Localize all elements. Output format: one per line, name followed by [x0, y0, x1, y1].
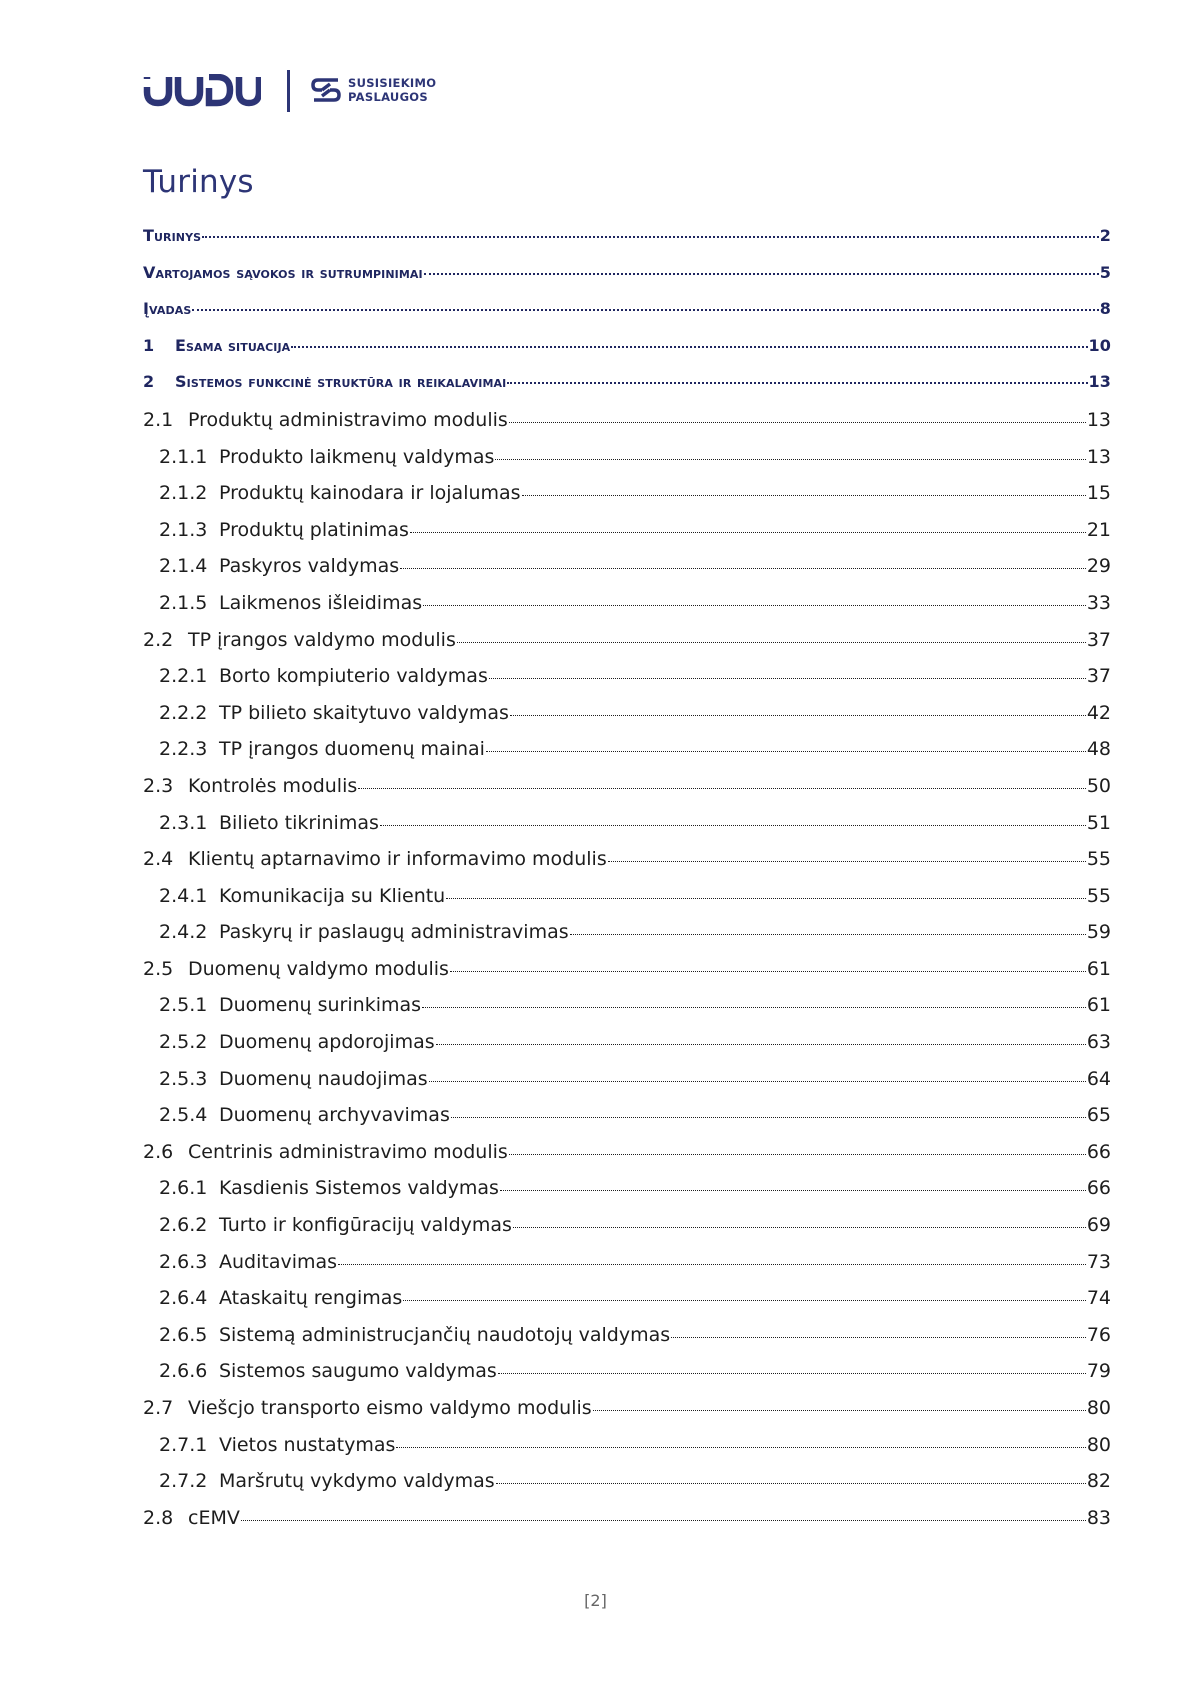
toc-entry-number: 2.4 [143, 848, 174, 871]
toc-dot-leader [500, 1190, 1086, 1191]
partner-logo-line1: SUSISIEKIMO [348, 76, 437, 90]
toc-entry-page: 48 [1086, 738, 1111, 761]
toc-dot-leader [241, 1520, 1086, 1521]
toc-entry-number: 2.2.2 [159, 701, 208, 724]
toc-entry[interactable] [143, 1141, 1111, 1178]
toc-entry[interactable] [143, 1324, 1111, 1361]
page-number: [2] [584, 1591, 607, 1610]
toc-entry-number: 2.1.2 [159, 482, 208, 505]
toc-entry[interactable] [143, 958, 1111, 995]
toc-entry-page: 63 [1086, 1031, 1111, 1054]
toc-entry-title: Borto kompiuterio valdymas [219, 665, 488, 688]
toc-entry-page: 13 [1088, 372, 1111, 392]
toc-entry-page: 10 [1088, 335, 1111, 355]
page-title: Turinys [143, 164, 254, 200]
toc-entry-page: 82 [1086, 1470, 1111, 1493]
ss-emblem-icon [310, 76, 342, 104]
toc-entry[interactable] [143, 555, 1111, 592]
toc-entry-title: Sistemą administrucjančių naudotojų valdymas [219, 1323, 671, 1346]
toc-dot-leader [507, 382, 1087, 384]
toc-entry-title: Klientų aptarnavimo ir informavimo modulis [188, 848, 607, 871]
toc-entry-number: 2.1.3 [159, 518, 208, 541]
toc-entry-page: 51 [1086, 811, 1111, 834]
toc-dot-leader [450, 971, 1086, 972]
toc-dot-leader [451, 1117, 1086, 1118]
toc-dot-leader [192, 309, 1098, 311]
toc-entry-number: 2.5.2 [159, 1031, 208, 1054]
toc-entry-title: TP įrangos valdymo modulis [188, 628, 456, 651]
toc-dot-leader [436, 1044, 1086, 1045]
toc-entry-title: Duomenų naudojimas [219, 1067, 428, 1090]
toc-entry-title: TP įrangos duomenų mainai [219, 738, 485, 761]
toc-dot-leader [498, 1373, 1086, 1374]
toc-entry-number: 2.4.2 [159, 921, 208, 944]
toc-dot-leader [446, 898, 1086, 899]
toc-dot-leader [671, 1337, 1086, 1338]
toc-entry-page: 64 [1086, 1067, 1111, 1090]
toc-entry-title: Paskyros valdymas [219, 555, 400, 578]
toc-entry-page: 55 [1086, 884, 1111, 907]
toc-entry-title: Komunikacija su Klientu [219, 884, 446, 907]
toc-dot-leader [403, 1300, 1086, 1301]
toc-dot-leader [570, 934, 1086, 935]
toc-entry-title: Laikmenos išleidimas [219, 591, 423, 614]
toc-entry[interactable] [143, 665, 1111, 702]
toc-entry-title: Turto ir konfigūracijų valdymas [219, 1214, 512, 1237]
toc-entry-title: Sistemos funkcinė struktūra ir reikalavimai [175, 372, 507, 392]
toc-entry-number: 2.2.1 [159, 665, 208, 688]
toc-entry-title: Duomenų apdorojimas [219, 1031, 435, 1054]
toc-entry[interactable] [143, 372, 1111, 409]
toc-entry[interactable] [143, 921, 1111, 958]
toc-dot-leader [423, 605, 1086, 606]
toc-entry-number: 1 [143, 335, 155, 355]
toc-dot-leader [338, 1264, 1086, 1265]
toc-entry-title: Paskyrų ir paslaugų administravimas [219, 921, 569, 944]
toc-entry-number: 2.3.1 [159, 811, 208, 834]
toc-entry-page: 65 [1086, 1104, 1111, 1127]
toc-entry-page: 37 [1086, 665, 1111, 688]
toc-entry-title: Produktų kainodara ir lojalumas [219, 482, 521, 505]
toc-dot-leader [424, 273, 1099, 275]
toc-dot-leader [496, 1483, 1086, 1484]
toc-entry-number: 2.5.4 [159, 1104, 208, 1127]
toc-entry-page: 73 [1086, 1250, 1111, 1273]
toc-entry-title: cEMV [188, 1506, 240, 1529]
toc-entry-page: 8 [1099, 299, 1111, 319]
toc-entry[interactable] [143, 336, 1111, 373]
toc-entry[interactable] [143, 1360, 1111, 1397]
toc-entry-page: 69 [1086, 1214, 1111, 1237]
toc-entry-page: 76 [1086, 1323, 1111, 1346]
toc-entry-title: Ataskaitų rengimas [219, 1287, 403, 1310]
toc-entry[interactable] [143, 1287, 1111, 1324]
toc-entry-page: 29 [1086, 555, 1111, 578]
toc-dot-leader [495, 459, 1085, 460]
toc-dot-leader [608, 861, 1086, 862]
toc-entry[interactable] [143, 519, 1111, 556]
toc-dot-leader [593, 1410, 1086, 1411]
table-of-contents [143, 226, 1111, 1543]
toc-entry[interactable] [143, 812, 1111, 849]
toc-entry[interactable] [143, 299, 1111, 336]
toc-entry[interactable] [143, 409, 1111, 446]
toc-entry-number: 2.7 [143, 1397, 174, 1419]
toc-entry[interactable] [143, 1251, 1111, 1288]
toc-dot-leader [410, 532, 1086, 533]
toc-entry-title: Duomenų archyvavimas [219, 1104, 450, 1127]
toc-entry-number: 2.4.1 [159, 884, 208, 907]
toc-entry-number: 2.7.2 [159, 1470, 208, 1493]
toc-entry[interactable] [143, 226, 1111, 263]
toc-entry[interactable] [143, 592, 1111, 629]
toc-entry-number: 2.6.3 [159, 1250, 208, 1273]
toc-dot-leader [422, 1007, 1086, 1008]
toc-entry[interactable] [143, 994, 1111, 1031]
toc-entry[interactable] [143, 1214, 1111, 1251]
toc-entry-number: 2.6 [143, 1140, 174, 1163]
toc-entry-title: Esama situacija [175, 335, 291, 355]
toc-dot-leader [380, 825, 1086, 826]
toc-entry-title: Vietos nustatymas [219, 1433, 396, 1456]
toc-entry-number: 2.1.4 [159, 555, 208, 578]
toc-entry-page: 37 [1086, 628, 1111, 651]
toc-entry-number: 2.1 [143, 408, 174, 431]
toc-entry-page: 80 [1086, 1397, 1111, 1419]
toc-entry-number: 2 [143, 372, 155, 392]
toc-entry[interactable] [143, 1177, 1111, 1214]
toc-entry-page: 55 [1086, 848, 1111, 871]
toc-entry-number: 2.6.5 [159, 1323, 208, 1346]
toc-entry-page: 13 [1086, 408, 1111, 431]
toc-entry-title: Kasdienis Sistemos valdymas [219, 1177, 499, 1200]
toc-dot-leader [486, 751, 1086, 752]
toc-entry-page: 61 [1086, 957, 1111, 980]
toc-entry[interactable] [143, 446, 1111, 483]
toc-entry-title: Auditavimas [219, 1250, 338, 1273]
toc-entry-number: 2.1.1 [159, 445, 208, 468]
toc-entry-page: 80 [1086, 1433, 1111, 1456]
toc-entry[interactable] [143, 1104, 1111, 1141]
toc-entry-page: 66 [1086, 1140, 1111, 1163]
toc-dot-leader [291, 346, 1087, 348]
toc-entry[interactable] [143, 1031, 1111, 1068]
page-header [143, 66, 543, 116]
toc-entry-title: Centrinis administravimo modulis [188, 1140, 508, 1163]
toc-entry-page: 79 [1086, 1360, 1111, 1383]
toc-entry-title: Vartojamos sąvokos ir sutrumpinimai [143, 262, 423, 282]
toc-dot-leader [358, 788, 1086, 789]
toc-entry[interactable] [143, 738, 1111, 775]
toc-entry-title: Viešcjo transporto eismo valdymo modulis [188, 1397, 592, 1419]
toc-entry[interactable] [143, 702, 1111, 739]
toc-entry-title: Duomenų surinkimas [219, 994, 422, 1017]
toc-entry[interactable] [143, 848, 1111, 885]
toc-entry-number: 2.2.3 [159, 738, 208, 761]
toc-entry-number: 2.5.1 [159, 994, 208, 1017]
toc-entry-page: 61 [1086, 994, 1111, 1017]
toc-dot-leader [396, 1447, 1085, 1448]
toc-entry[interactable] [143, 1507, 1111, 1544]
toc-entry-number: 2.6.4 [159, 1287, 208, 1310]
toc-entry[interactable] [143, 482, 1111, 519]
logo-divider [287, 70, 290, 112]
partner-logo-line2: PASLAUGOS [348, 90, 428, 104]
toc-entry[interactable] [143, 1434, 1111, 1471]
toc-entry-page: 59 [1086, 921, 1111, 944]
toc-entry-title: Kontrolės modulis [188, 774, 358, 797]
toc-dot-leader [513, 1227, 1086, 1228]
toc-entry[interactable] [143, 629, 1111, 666]
toc-entry-page: 42 [1086, 701, 1111, 724]
toc-entry[interactable] [143, 263, 1111, 300]
toc-entry-page: 13 [1086, 445, 1111, 468]
toc-entry-title: Turinys [143, 226, 202, 245]
toc-dot-leader [400, 568, 1086, 569]
toc-dot-leader [489, 678, 1086, 679]
toc-entry-title: Produkto laikmenų valdymas [219, 445, 495, 468]
toc-entry-page: 83 [1086, 1506, 1111, 1529]
toc-entry-number: 2.8 [143, 1506, 174, 1529]
toc-entry-page: 2 [1099, 226, 1111, 245]
toc-entry[interactable] [143, 1470, 1111, 1507]
toc-dot-leader [510, 715, 1086, 716]
toc-dot-leader [429, 1081, 1086, 1082]
toc-entry-page: 66 [1086, 1177, 1111, 1200]
toc-dot-leader [509, 422, 1086, 423]
toc-entry-page: 33 [1086, 591, 1111, 614]
toc-dot-leader [202, 236, 1099, 238]
toc-entry[interactable] [143, 1068, 1111, 1105]
toc-entry-title: Įvadas [143, 299, 192, 319]
toc-entry-title: Produktų administravimo modulis [188, 408, 508, 431]
toc-entry-number: 2.6.2 [159, 1214, 208, 1237]
toc-entry[interactable] [143, 775, 1111, 812]
toc-entry[interactable] [143, 1397, 1111, 1434]
toc-entry-number: 2.6.6 [159, 1360, 208, 1383]
toc-entry-page: 5 [1099, 262, 1111, 282]
toc-entry-number: 2.2 [143, 628, 174, 651]
toc-entry-title: Produktų platinimas [219, 518, 409, 541]
toc-entry-number: 2.5 [143, 957, 174, 980]
toc-entry-number: 2.3 [143, 774, 174, 797]
toc-entry-title: Maršrutų vykdymo valdymas [219, 1470, 495, 1493]
toc-entry-number: 2.6.1 [159, 1177, 208, 1200]
judu-logo [143, 74, 261, 108]
toc-entry-title: Sistemos saugumo valdymas [219, 1360, 497, 1383]
toc-dot-leader [457, 642, 1086, 643]
toc-entry-title: TP bilieto skaitytuvo valdymas [219, 701, 509, 724]
toc-entry-number: 2.1.5 [159, 591, 208, 614]
toc-entry-number: 2.5.3 [159, 1067, 208, 1090]
toc-entry-page: 74 [1086, 1287, 1111, 1310]
toc-entry-page: 21 [1086, 518, 1111, 541]
toc-entry-title: Bilieto tikrinimas [219, 811, 379, 834]
toc-entry-title: Duomenų valdymo modulis [188, 957, 449, 980]
toc-entry-page: 50 [1086, 774, 1111, 797]
toc-entry[interactable] [143, 885, 1111, 922]
toc-dot-leader [509, 1154, 1086, 1155]
susisiekimo-paslaugos-logo [310, 76, 437, 109]
toc-entry-page: 15 [1086, 482, 1111, 505]
toc-entry-number: 2.7.1 [159, 1433, 208, 1456]
toc-dot-leader [522, 495, 1086, 496]
